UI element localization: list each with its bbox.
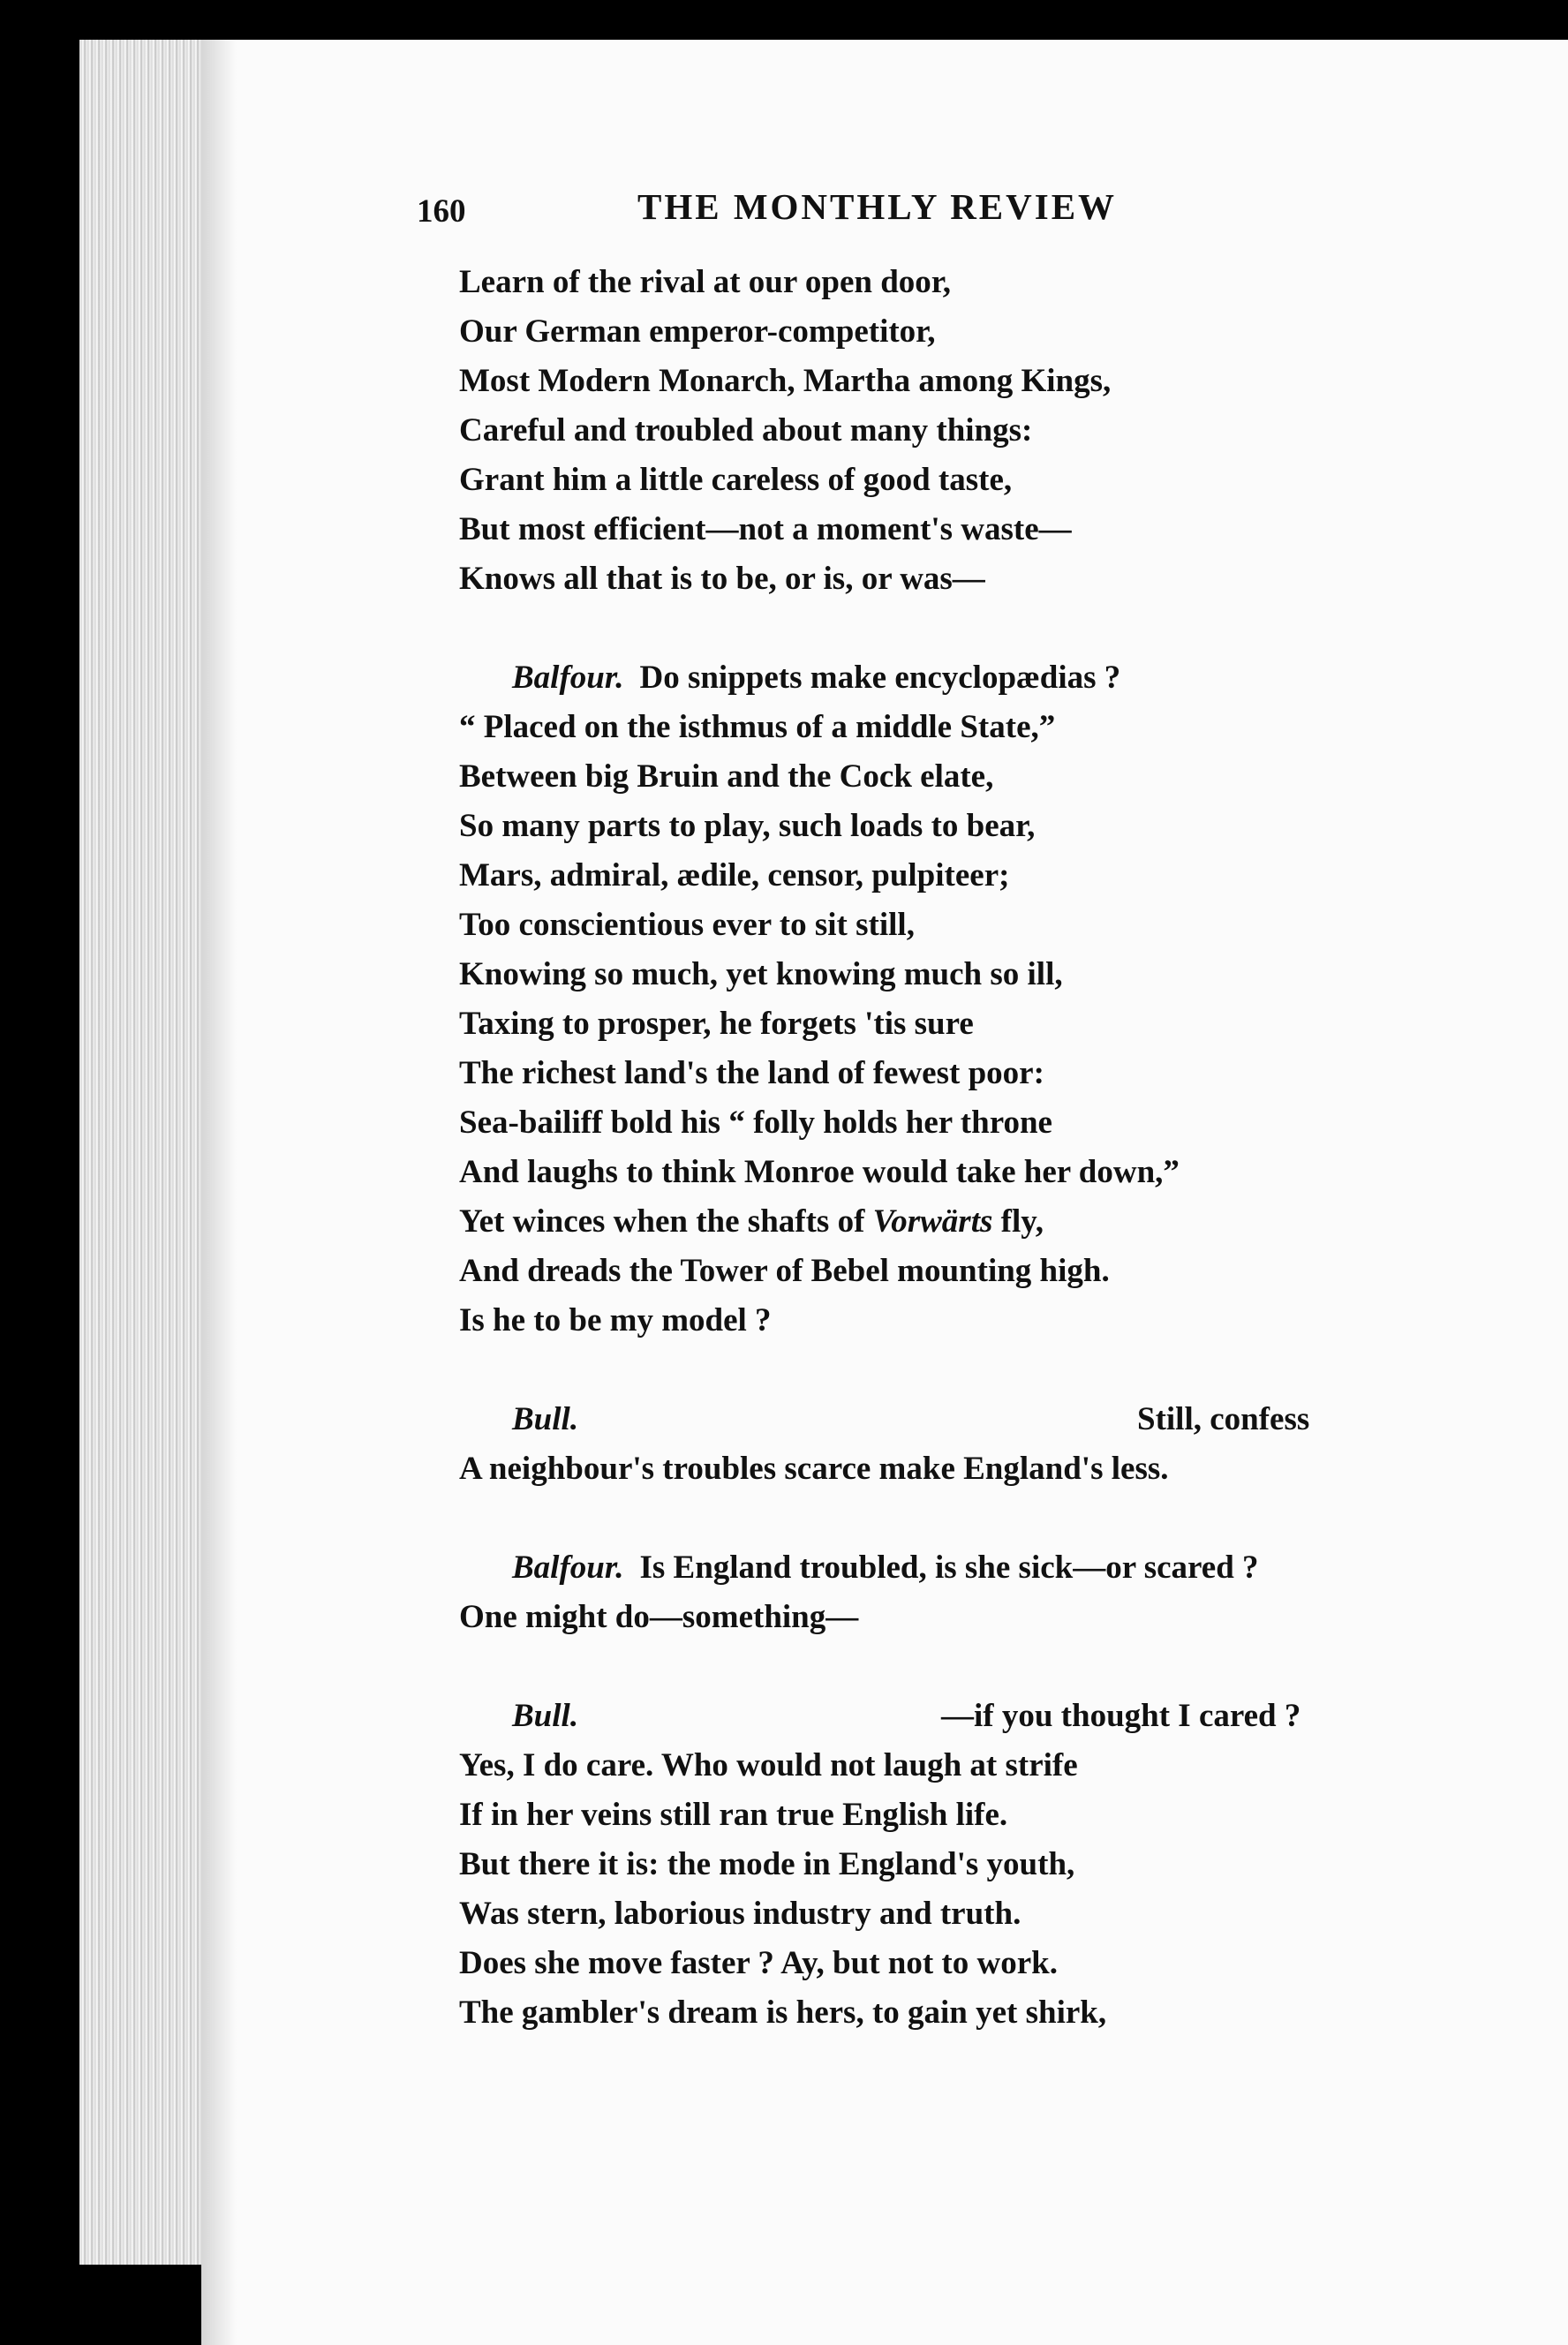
- speech-line: [459, 1395, 1448, 1444]
- poem-line: Mars, admiral, ædile, censor, pulpiteer;: [459, 857, 1010, 894]
- speech-line: [459, 653, 1448, 703]
- poem-line: But there it is: the mode in England's youth,: [459, 1846, 1075, 1882]
- poem-line: Taxing to prosper, he forgets 'tis sure: [459, 1006, 974, 1042]
- speech-text: —if you thought I cared ?: [941, 1698, 1301, 1734]
- speech-text: Still, confess: [1137, 1401, 1310, 1437]
- stanza-gap: [459, 1642, 1448, 1692]
- speaker-name: Balfour.: [512, 660, 624, 696]
- poem-line: And dreads the Tower of Bebel mounting high.: [459, 1253, 1110, 1289]
- stanza-gap: [459, 1494, 1448, 1543]
- poem-line: Knowing so much, yet knowing much so ill,: [459, 956, 1063, 992]
- poem-line: Our German emperor-competitor,: [459, 313, 936, 350]
- journal-title: THE MONTHLY REVIEW: [637, 186, 1118, 227]
- poem-line: Grant him a little careless of good taste,: [459, 462, 1013, 498]
- poem-text: [459, 258, 1448, 2038]
- speech-text: Is England troubled, is she sick—or scared ?: [639, 1550, 1259, 1586]
- speaker-name: Bull.: [512, 1698, 579, 1734]
- poem-line: “ Placed on the isthmus of a middle State,”: [459, 709, 1056, 745]
- poem-line: [459, 1197, 1448, 1247]
- poem-line-start: Yet winces when the shafts of: [459, 1203, 865, 1240]
- speech-line: [459, 1543, 1448, 1593]
- poem-line-end: fly,: [1000, 1203, 1044, 1240]
- poem-line: Most Modern Monarch, Martha among Kings,: [459, 363, 1112, 399]
- poem-line: Between big Bruin and the Cock elate,: [459, 758, 994, 795]
- speaker-name: Balfour.: [512, 1550, 624, 1586]
- poem-line: But most efficient—not a moment's waste—: [459, 511, 1072, 547]
- poem-line: The richest land's the land of fewest poor:: [459, 1055, 1044, 1091]
- poem-line: Learn of the rival at our open door,: [459, 264, 952, 300]
- poem-line: Too conscientious ever to sit still,: [459, 907, 915, 943]
- poem-line: The gambler's dream is hers, to gain yet shirk,: [459, 1994, 1107, 2031]
- poem-line: Yes, I do care. Who would not laugh at strife: [459, 1747, 1078, 1783]
- poem-line: Was stern, laborious industry and truth.: [459, 1896, 1021, 1932]
- poem-line: Does she move faster ? Ay, but not to work.: [459, 1945, 1058, 1981]
- vorwarts-title: Vorwärts: [872, 1203, 993, 1240]
- poem-line: If in her veins still ran true English life.: [459, 1797, 1008, 1833]
- poem-line: Knows all that is to be, or is, or was—: [459, 561, 985, 597]
- speech-text: Do snippets make encyclopædias ?: [639, 660, 1121, 696]
- poem-line: Is he to be my model ?: [459, 1302, 772, 1338]
- poem-line: Sea-bailiff bold his “ folly holds her throne: [459, 1105, 1052, 1141]
- poem-line: Careful and troubled about many things:: [459, 412, 1033, 449]
- poem-line: And laughs to think Monroe would take her down,”: [459, 1154, 1180, 1190]
- page-edges: [79, 40, 205, 2265]
- running-head: [417, 185, 1247, 235]
- speaker-name: Bull.: [512, 1401, 579, 1437]
- page-number: 160: [417, 193, 466, 230]
- speech-line: [459, 1692, 1448, 1741]
- poem-line: A neighbour's troubles scarce make England's less.: [459, 1451, 1169, 1487]
- stanza-gap: [459, 604, 1448, 653]
- poem-line: So many parts to play, such loads to bear,: [459, 808, 1036, 844]
- poem-line: One might do—something—: [459, 1599, 859, 1635]
- stanza-gap: [459, 1346, 1448, 1395]
- spine-shadow: [201, 40, 237, 2345]
